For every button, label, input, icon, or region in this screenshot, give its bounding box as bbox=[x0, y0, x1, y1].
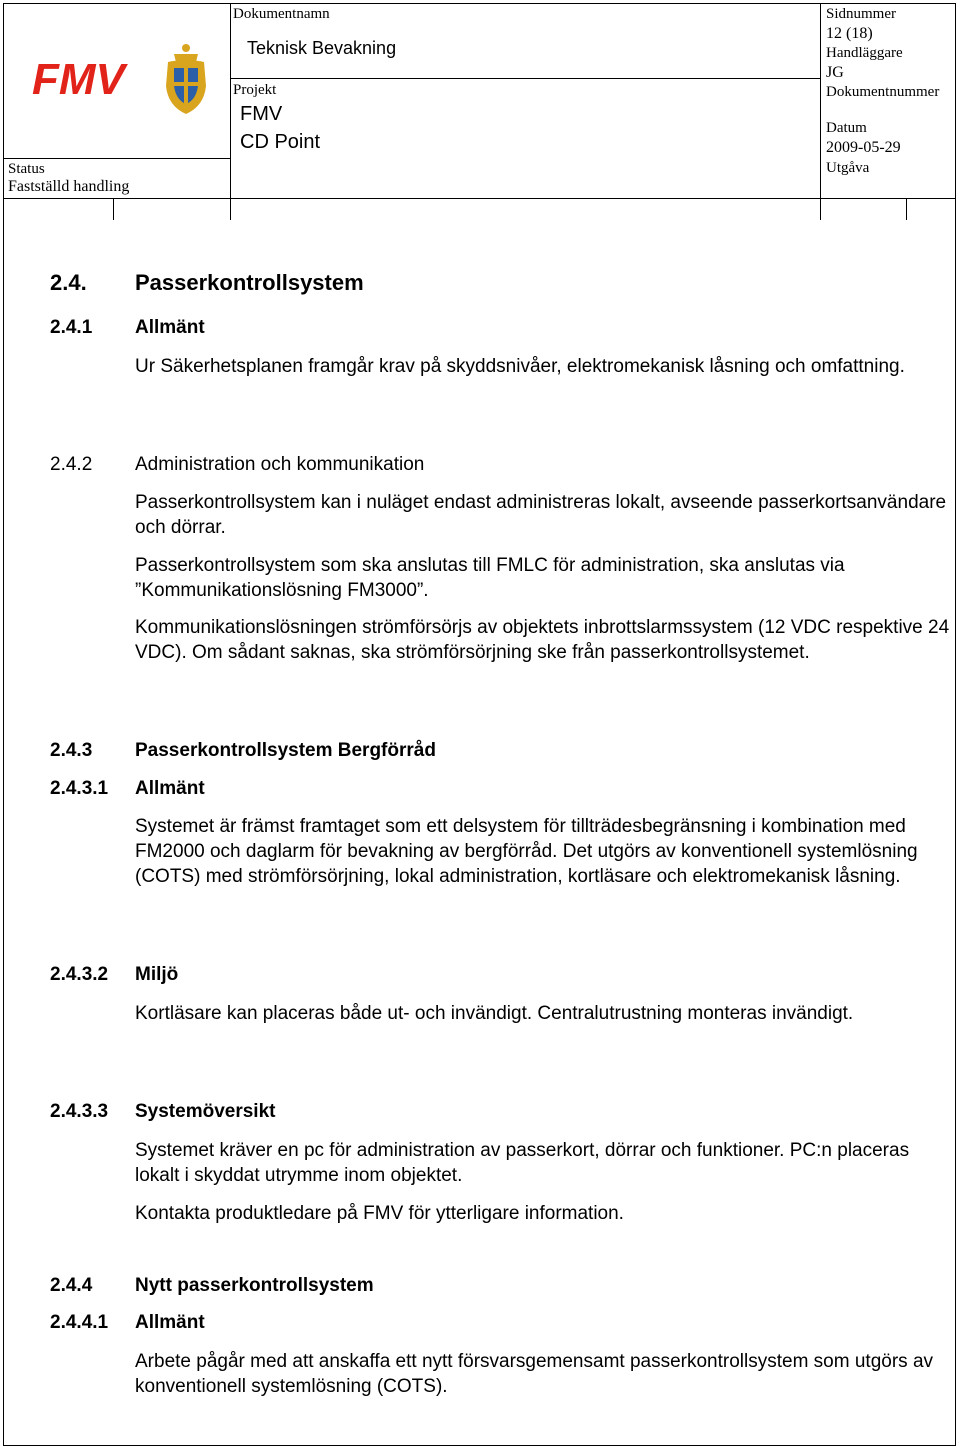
date-value: 2009-05-29 bbox=[826, 139, 901, 156]
section-title: Allmänt bbox=[135, 317, 205, 338]
page-border bbox=[3, 3, 956, 1446]
project-line1: FMV bbox=[240, 103, 283, 125]
section-number: 2.4.3 bbox=[50, 740, 93, 761]
paragraph: Kommunikationslösningen strömförsörjs av objektets inbrottslarmssystem (12 VDC respektive 24 VDC). Om sådant saknas, ska strömförsörjning ske från passerkontrollsystemet. bbox=[135, 617, 950, 663]
section-title: Passerkontrollsystem bbox=[135, 270, 364, 295]
paragraph: Systemet är främst framtaget som ett delsystem för tillträdesbegränsning i kombination med FM2000 och daglarm för bevakning av bergförråd. Det utgörs av konventionell systemlösning (COTS) med strömförsörjning, lokal administration, kortläsare och elektromekanisk låsning. bbox=[135, 816, 918, 887]
section-title: Allmänt bbox=[135, 778, 205, 799]
project-line2: CD Point bbox=[240, 131, 321, 153]
section-title: Passerkontrollsystem Bergförråd bbox=[135, 740, 436, 761]
section-title: Administration och kommunikation bbox=[135, 454, 425, 475]
page-label: Sidnummer bbox=[826, 6, 896, 22]
status-label: Status bbox=[8, 161, 45, 177]
date-label: Datum bbox=[826, 120, 867, 136]
section-number: 2.4.1 bbox=[50, 317, 93, 338]
section-number: 2.4.4.1 bbox=[50, 1312, 109, 1333]
section-number: 2.4.3.2 bbox=[50, 964, 109, 985]
section-number: 2.4.3.1 bbox=[50, 778, 109, 799]
doc-name-label: Dokumentnamn bbox=[233, 6, 330, 22]
paragraph: Kontakta produktledare på FMV för ytterligare information. bbox=[135, 1203, 624, 1224]
paragraph: Kortläsare kan placeras både ut- och invändigt. Centralutrustning monteras invändigt. bbox=[135, 1003, 854, 1024]
paragraph: Arbete pågår med att anskaffa ett nytt försvarsgemensamt passerkontrollsystem som utgörs av konventionell systemlösning (COTS). bbox=[135, 1351, 934, 1397]
section-number: 2.4.3.3 bbox=[50, 1101, 109, 1122]
handler-label: Handläggare bbox=[826, 45, 903, 61]
edition-label: Utgåva bbox=[826, 160, 870, 176]
page-value: 12 (18) bbox=[826, 25, 873, 42]
paragraph: Systemet kräver en pc för administration av passerkort, dörrar och funktioner. PC:n placeras lokalt i skyddat utrymme inom objektet. bbox=[135, 1140, 910, 1186]
crest-icon bbox=[160, 40, 212, 118]
paragraph: Passerkontrollsystem som ska anslutas till FMLC för administration, ska anslutas via ”Kommunikationslösning FM3000”. bbox=[135, 555, 845, 601]
fmv-logo-text: FMV bbox=[32, 55, 125, 104]
project-label: Projekt bbox=[233, 82, 277, 98]
paragraph: Ur Säkerhetsplanen framgår krav på skyddsnivåer, elektromekanisk låsning och omfattning. bbox=[135, 356, 905, 377]
section-title: Nytt passerkontrollsystem bbox=[135, 1275, 374, 1296]
doc-number-label: Dokumentnummer bbox=[826, 84, 940, 100]
doc-name-value: Teknisk Bevakning bbox=[247, 38, 397, 58]
status-value: Fastställd handling bbox=[8, 178, 130, 195]
section-number: 2.4.2 bbox=[50, 454, 93, 475]
section-number: 2.4. bbox=[50, 270, 87, 295]
section-number: 2.4.4 bbox=[50, 1275, 93, 1296]
paragraph: Passerkontrollsystem kan i nuläget endast administreras lokalt, avseende passerkortsanvändare och dörrar. bbox=[135, 492, 947, 538]
section-title: Systemöversikt bbox=[135, 1101, 276, 1122]
handler-value: JG bbox=[826, 64, 844, 81]
section-title: Miljö bbox=[135, 964, 179, 985]
section-title: Allmänt bbox=[135, 1312, 205, 1333]
